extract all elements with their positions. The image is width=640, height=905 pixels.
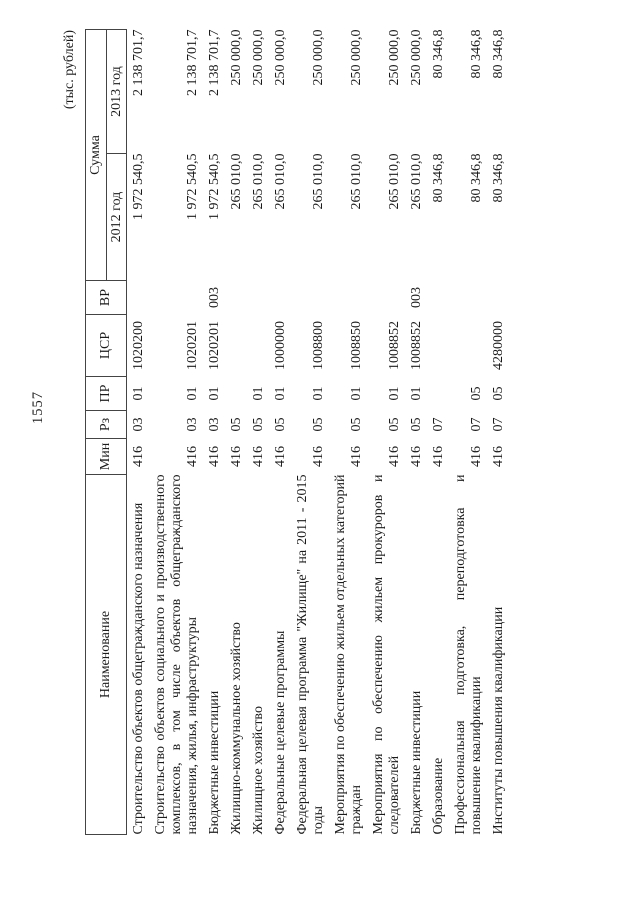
row-name: Федеральная целевая программа "Жилище" на 2011 - 2015 годы — [295, 474, 326, 835]
row-sum-2013: 250 000,0 — [349, 29, 364, 86]
row-name: Мероприятия по обеспечению жильем отдельных категорий граждан — [333, 474, 364, 835]
row-sum-2013: 80 346,8 — [469, 29, 484, 79]
row-min-code: 416 — [273, 446, 288, 467]
row-name: Жилищно-коммунальное хозяйство — [229, 622, 244, 835]
row-pr-code: 01 — [349, 386, 364, 401]
row-name: Жилищное хозяйство — [251, 706, 266, 835]
row-name: Институты повышения квалификации — [491, 606, 506, 835]
row-min-code: 416 — [431, 446, 446, 467]
row-vr-code — [245, 281, 267, 315]
row-pr-code — [223, 377, 245, 411]
table-row — [327, 30, 365, 835]
row-pr-code: 01 — [207, 386, 222, 401]
budget-table — [85, 29, 507, 835]
row-rz-code: 05 — [349, 417, 364, 432]
table-row — [425, 30, 447, 835]
table-row — [127, 30, 148, 835]
row-sum-2013: 80 346,8 — [491, 29, 506, 79]
row-name: Профессиональная подготовка, переподготовка и повышение квалификации — [453, 474, 484, 835]
row-min-code: 416 — [349, 446, 364, 467]
page-number: 1557 — [30, 391, 46, 424]
row-csr-code — [425, 315, 447, 377]
row-min-code: 416 — [409, 446, 424, 467]
column-header-sum-group: Сумма — [86, 30, 107, 281]
row-vr-code — [147, 281, 201, 315]
row-pr-code: 01 — [409, 386, 424, 401]
column-header-year-2012: 2012 год — [107, 154, 127, 281]
table-row — [267, 30, 289, 835]
row-sum-2012: 1 972 540,5 — [131, 153, 146, 220]
row-min-code: 416 — [185, 446, 200, 467]
row-vr-code — [327, 281, 365, 315]
row-csr-code: 1000000 — [273, 321, 288, 370]
row-vr-code — [425, 281, 447, 315]
row-sum-2013: 2 138 701,7 — [131, 29, 146, 96]
column-header-min: Мин — [86, 439, 127, 475]
row-sum-2012: 80 346,8 — [491, 153, 506, 203]
row-csr-code: 1020200 — [131, 321, 146, 370]
row-sum-2013: 80 346,8 — [431, 29, 446, 79]
row-vr-code: 003 — [207, 287, 222, 308]
column-header-year-2013: 2013 год — [107, 30, 127, 154]
table-row — [223, 30, 245, 835]
row-sum-2013: 250 000,0 — [311, 29, 326, 86]
row-pr-code: 01 — [387, 386, 402, 401]
table-row — [147, 30, 201, 835]
row-csr-code: 1020201 — [185, 321, 200, 370]
row-csr-code: 4280000 — [491, 321, 506, 370]
row-vr-code — [127, 281, 148, 315]
row-name: Образование — [431, 757, 446, 835]
row-min-code: 416 — [469, 446, 484, 467]
row-sum-2013: 250 000,0 — [409, 29, 424, 86]
row-min-code: 416 — [251, 446, 266, 467]
row-name: Строительство объектов общегражданского назначения — [131, 502, 146, 835]
row-pr-code: 01 — [185, 386, 200, 401]
row-vr-code — [485, 281, 507, 315]
row-pr-code — [425, 377, 447, 411]
row-min-code: 416 — [311, 446, 326, 467]
row-min-code: 416 — [131, 446, 146, 467]
column-header-vr: ВР — [86, 281, 127, 315]
row-csr-code — [223, 315, 245, 377]
row-min-code: 416 — [229, 446, 244, 467]
row-vr-code — [223, 281, 245, 315]
row-rz-code: 05 — [273, 417, 288, 432]
row-sum-2012: 265 010,0 — [311, 153, 326, 210]
row-name: Федеральные целевые программы — [273, 630, 288, 835]
row-rz-code: 03 — [207, 417, 222, 432]
row-rz-code: 05 — [387, 417, 402, 432]
row-pr-code: 01 — [273, 386, 288, 401]
row-rz-code: 05 — [251, 417, 266, 432]
row-csr-code: 1020201 — [207, 321, 222, 370]
row-rz-code: 03 — [185, 417, 200, 432]
column-header-pr: ПР — [86, 377, 127, 411]
row-sum-2012: 265 010,0 — [387, 153, 402, 210]
row-sum-2012: 1 972 540,5 — [185, 153, 200, 220]
table-row — [447, 30, 485, 835]
column-header-rz: Рз — [86, 411, 127, 439]
row-pr-code: 05 — [491, 386, 506, 401]
row-vr-code — [289, 281, 327, 315]
column-header-csr: ЦСР — [86, 315, 127, 377]
row-csr-code — [245, 315, 267, 377]
row-sum-2012: 80 346,8 — [431, 153, 446, 203]
row-rz-code: 05 — [311, 417, 326, 432]
row-min-code: 416 — [207, 446, 222, 467]
row-csr-code: 1008850 — [349, 321, 364, 370]
row-pr-code: 05 — [469, 386, 484, 401]
row-name: Бюджетные инвестиции — [207, 690, 222, 835]
table-row — [403, 30, 425, 835]
row-name: Мероприятия по обеспечению жильем прокуроров и следователей — [371, 474, 402, 835]
row-name: Строительство объектов социального и производственного комплексов, в том числе объектов общегражданского назначения, жилья, инфраструктуры — [153, 474, 200, 835]
row-rz-code: 03 — [131, 417, 146, 432]
table-header — [86, 30, 127, 835]
row-vr-code: 003 — [409, 287, 424, 308]
table-row — [365, 30, 403, 835]
row-name: Бюджетные инвестиции — [409, 690, 424, 835]
row-pr-code: 01 — [251, 386, 266, 401]
row-rz-code: 07 — [431, 417, 446, 432]
row-sum-2012: 265 010,0 — [349, 153, 364, 210]
row-rz-code: 07 — [469, 417, 484, 432]
row-csr-code — [447, 315, 485, 377]
row-vr-code — [267, 281, 289, 315]
column-header-name: Наименование — [86, 475, 127, 835]
row-sum-2013: 2 138 701,7 — [185, 29, 200, 96]
row-min-code: 416 — [387, 446, 402, 467]
row-pr-code: 01 — [131, 386, 146, 401]
table-row — [245, 30, 267, 835]
row-pr-code: 01 — [311, 386, 326, 401]
row-rz-code: 05 — [229, 417, 244, 432]
row-sum-2012: 265 010,0 — [409, 153, 424, 210]
table-row — [485, 30, 507, 835]
row-csr-code: 1008852 — [387, 321, 402, 370]
row-vr-code — [447, 281, 485, 315]
row-sum-2012: 265 010,0 — [251, 153, 266, 210]
row-csr-code: 1008852 — [409, 321, 424, 370]
table-row — [289, 30, 327, 835]
row-sum-2013: 250 000,0 — [387, 29, 402, 86]
units-note: (тыс. рублей) — [62, 30, 77, 110]
row-sum-2012: 265 010,0 — [229, 153, 244, 210]
row-csr-code: 1008800 — [311, 321, 326, 370]
row-sum-2013: 250 000,0 — [229, 29, 244, 86]
table-body — [127, 30, 508, 835]
row-sum-2013: 250 000,0 — [251, 29, 266, 86]
row-sum-2012: 1 972 540,5 — [207, 153, 222, 220]
row-sum-2013: 250 000,0 — [273, 29, 288, 86]
row-vr-code — [365, 281, 403, 315]
row-sum-2013: 2 138 701,7 — [207, 29, 222, 96]
row-sum-2012: 80 346,8 — [469, 153, 484, 203]
table-row — [201, 30, 223, 835]
row-sum-2012: 265 010,0 — [273, 153, 288, 210]
row-rz-code: 07 — [491, 417, 506, 432]
row-rz-code: 05 — [409, 417, 424, 432]
row-min-code: 416 — [491, 446, 506, 467]
